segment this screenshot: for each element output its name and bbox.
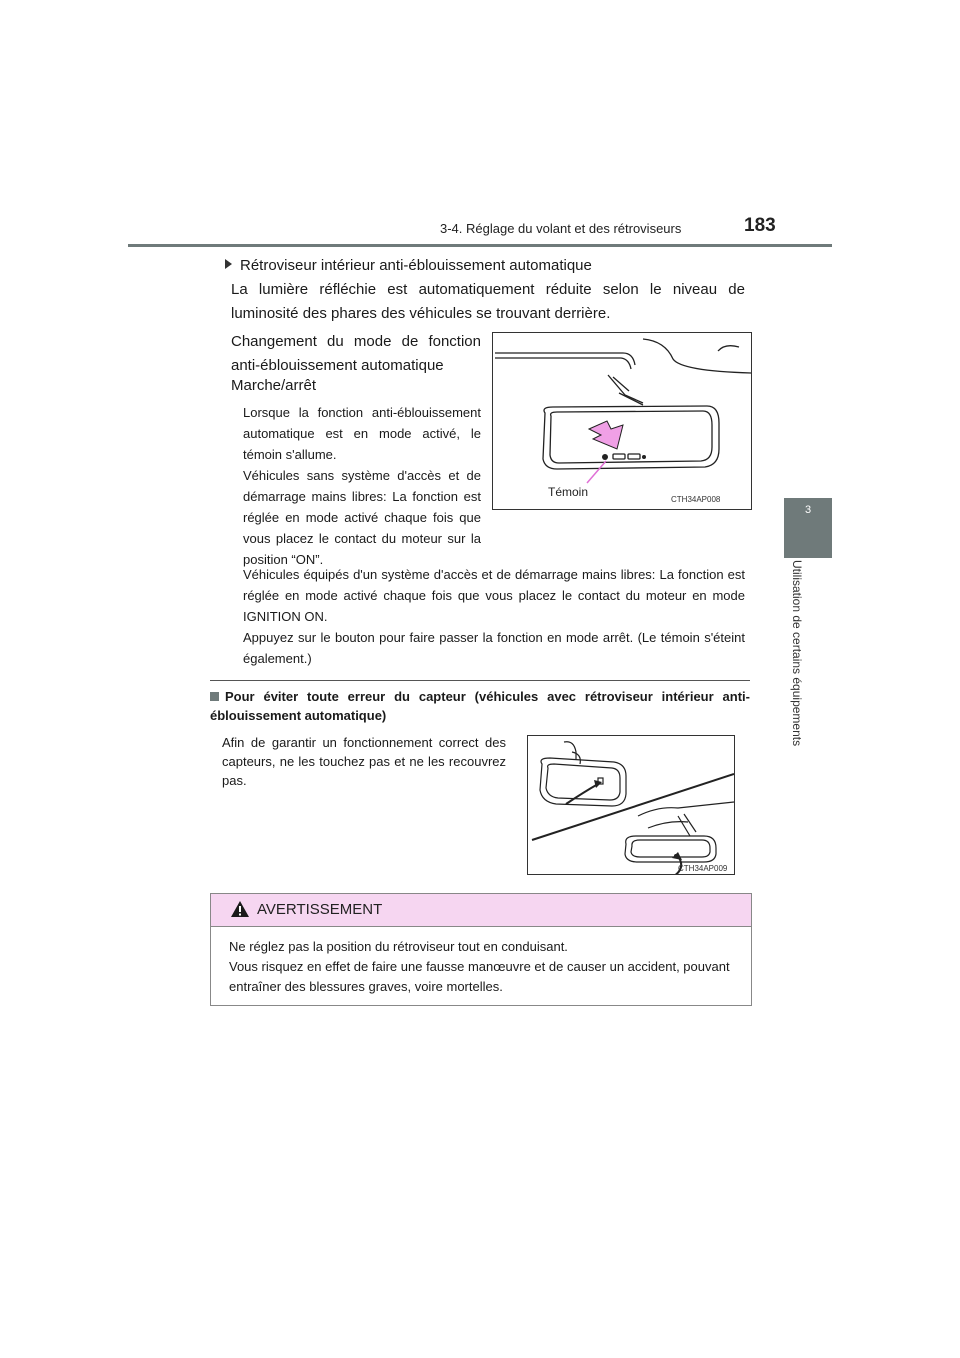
warning-header	[211, 894, 751, 927]
page-number: 183	[744, 215, 776, 236]
paragraph-smart-key: Véhicules équipés d'un système d'accès et de démarrage mains libres: La fonction est réglée en mode activé chaque fois que vous placez le contact du moteur en mode IGNITION ON.	[243, 567, 745, 624]
pink-arrow-icon	[589, 421, 623, 449]
sensor-heading-text: Pour éviter toute erreur du capteur (véhicules avec rétroviseur intérieur anti-éblouissement automatique)	[210, 689, 750, 723]
warning-title: AVERTISSEMENT	[257, 901, 383, 918]
chapter-tab: 3	[784, 498, 832, 558]
intro-paragraph: La lumière réfléchie est automatiquement réduite selon le niveau de luminosité des phares des véhicules se trouvant derrière.	[231, 281, 745, 322]
warning-line-2: Vous risquez en effet de faire une fausse manœuvre et de causer un accident, pouvant entraîner des blessures graves, voire mortelles.	[229, 959, 730, 994]
diagonal-divider	[532, 774, 734, 840]
figure-code-2: CTH34AP009	[678, 864, 728, 873]
header-rule	[128, 244, 832, 247]
square-bullet-icon	[210, 692, 219, 701]
sensor-figure	[527, 735, 735, 875]
sensor-illustration	[528, 736, 734, 874]
sensor-paragraph: Afin de garantir un fonctionnement correct des capteurs, ne les touchez pas et ne les recouvrez pas.	[222, 735, 506, 788]
subheading: Changement du mode de fonction anti-éblouissement automatique	[231, 333, 481, 374]
warning-box	[210, 893, 752, 1006]
on-off-label: Marche/arrêt	[231, 377, 317, 394]
indicator-label: Témoin	[548, 485, 589, 499]
paragraph-no-smart-key: Véhicules sans système d'accès et de démarrage mains libres: La fonction est réglée en mode activé chaque fois que vous placez le contact du moteur sur la position “ON”.	[243, 468, 481, 567]
chapter-title-vertical	[790, 560, 826, 775]
triangle-bullet-icon	[225, 259, 232, 269]
sensor-dot	[602, 454, 608, 460]
paragraph-indicator: Lorsque la fonction anti-éblouissement automatique est en mode activé, le témoin s'allume.	[243, 405, 481, 462]
section-heading	[225, 254, 765, 278]
mirror-figure	[492, 332, 752, 510]
warning-body	[211, 927, 751, 997]
chapter-title: Utilisation de certains équipements	[790, 560, 804, 747]
running-header: 3-4. Réglage du volant et des rétroviseurs	[440, 221, 682, 236]
indicator-leader-line	[587, 461, 606, 483]
paragraph-turn-off: Appuyez sur le bouton pour faire passer la fonction en mode arrêt. (Le témoin s'éteint également.)	[243, 630, 745, 666]
arrow-to-sensor-icon	[566, 784, 598, 804]
sensor-heading	[210, 687, 750, 725]
mirror-illustration	[493, 333, 751, 509]
warning-triangle-icon	[230, 900, 250, 918]
figure-code: CTH34AP008	[671, 495, 721, 504]
section-divider	[210, 680, 750, 681]
section-heading-text: Rétroviseur intérieur anti-éblouissement automatique	[240, 257, 592, 274]
warning-line-1: Ne réglez pas la position du rétroviseur tout en conduisant.	[229, 939, 568, 954]
